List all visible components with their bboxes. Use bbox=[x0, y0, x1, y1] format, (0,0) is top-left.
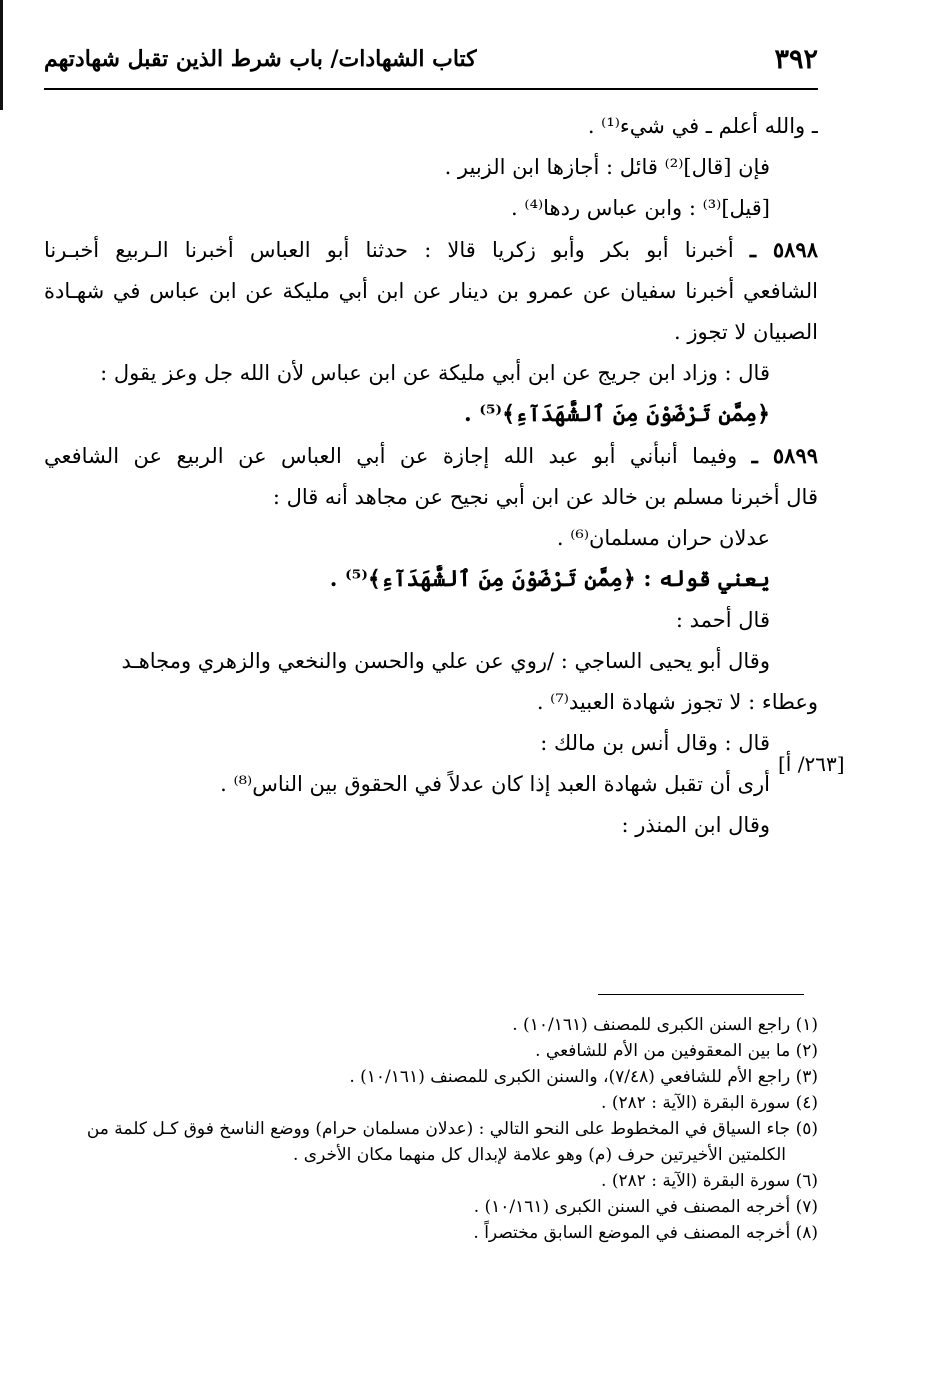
page-header bbox=[44, 40, 818, 90]
text-line: أخبرنا أبو بكر وأبو زكريا قالا : حدثنا أبو العباس أخبرنا الـربيع أخبـرنا bbox=[44, 238, 734, 262]
text-line: وقال أبو يحيى الساجي : /روي عن علي والحسن والنخعي والزهري ومجاهـد bbox=[121, 649, 770, 673]
text-line: وعطاء : لا تجوز شهادة العبيد⁽⁷⁾ . bbox=[536, 690, 818, 714]
text-line: وفيما أنبأني أبو عبد الله إجازة عن أبي العباس عن الربيع عن الشافعي bbox=[44, 444, 738, 468]
main-text bbox=[44, 112, 818, 840]
quran-quote: ﴿مِمَّن تَرْضَوْنَ مِنَ ٱلشُّهَدَآءِ﴾⁽⁵⁾ . bbox=[464, 401, 770, 427]
footnote-separator bbox=[598, 994, 804, 995]
hadith-5898-line-1 bbox=[44, 235, 818, 265]
header-rule bbox=[44, 88, 818, 90]
text-line: الشافعي أخبرنا سفيان عن عمرو بن دينار عن ابن أبي مليكة عن ابن عباس في شهـادة bbox=[44, 279, 818, 303]
footnote: (٢) ما بين المعقوفين من الأم للشافعي . bbox=[535, 1041, 818, 1061]
hadith-number: ٥٨٩٨ ـ bbox=[749, 237, 818, 262]
running-title: كتاب الشهادات/ باب شرط الذين تقبل شهادتهم bbox=[44, 46, 477, 72]
footnotes bbox=[44, 1012, 818, 1246]
footnote: (٤) سورة البقرة (الآية : ٢٨٢) . bbox=[601, 1093, 818, 1113]
text-line: ـ والله أعلم ـ في شيء⁽¹⁾ . bbox=[587, 114, 818, 138]
text-line: أرى أن تقبل شهادة العبد إذا كان عدلاً في الحقوق بين الناس⁽⁸⁾ . bbox=[220, 772, 770, 796]
text-line: فإن [قال]⁽²⁾ قائل : أجازها ابن الزبير . bbox=[444, 155, 770, 179]
footnote: (٧) أخرجه المصنف في السنن الكبرى (١٠/١٦١) . bbox=[473, 1197, 818, 1217]
footnote: (١) راجع السنن الكبرى للمصنف (١٠/١٦١) . bbox=[512, 1015, 818, 1035]
footnote: (٥) جاء السياق في المخطوط على النحو التالي : (عدلان مسلمان حرام) ووضع الناسخ فوق كـل كلمة من bbox=[86, 1119, 818, 1139]
quran-quote: يعني قوله : ﴿مِمَّن تَرْضَوْنَ مِنَ ٱلشُّهَدَآءِ﴾⁽⁵⁾ . bbox=[329, 566, 770, 592]
footnote: (٣) راجع الأم للشافعي (٧/٤٨)، والسنن الكبرى للمصنف (١٠/١٦١) . bbox=[349, 1067, 818, 1087]
footnote: (٨) أخرجه المصنف في الموضع السابق مختصراً . bbox=[473, 1223, 818, 1243]
page-number: ٣٩٢ bbox=[774, 44, 818, 75]
scan-edge-mark bbox=[0, 0, 3, 110]
text-line: وقال ابن المنذر : bbox=[621, 813, 770, 837]
hadith-5899-line-1 bbox=[44, 441, 818, 471]
text-line: قال أخبرنا مسلم بن خالد عن ابن أبي نجيح عن مجاهد أنه قال : bbox=[272, 485, 818, 509]
footnote-continuation: الكلمتين الأخيرتين حرف (م) وهو علامة لإبدال كل منهما مكان الأخرى . bbox=[292, 1145, 786, 1165]
text-line: قال : وزاد ابن جريج عن ابن أبي مليكة عن ابن عباس لأن الله جل وعز يقول : bbox=[100, 361, 770, 385]
hadith-number: ٥٨٩٩ ـ bbox=[751, 443, 818, 468]
text-line: قال أحمد : bbox=[675, 608, 770, 632]
margin-folio-note: [٢٦٣/ أ] bbox=[778, 752, 845, 776]
text-line: عدلان حران مسلمان⁽⁶⁾ . bbox=[556, 526, 770, 550]
footnote: (٦) سورة البقرة (الآية : ٢٨٢) . bbox=[601, 1171, 818, 1191]
text-line: [قيل]⁽³⁾ : وابن عباس ردها⁽⁴⁾ . bbox=[511, 196, 770, 220]
text-line: قال : وقال أنس بن مالك : bbox=[540, 731, 770, 755]
text-line: الصبيان لا تجوز . bbox=[673, 320, 818, 344]
